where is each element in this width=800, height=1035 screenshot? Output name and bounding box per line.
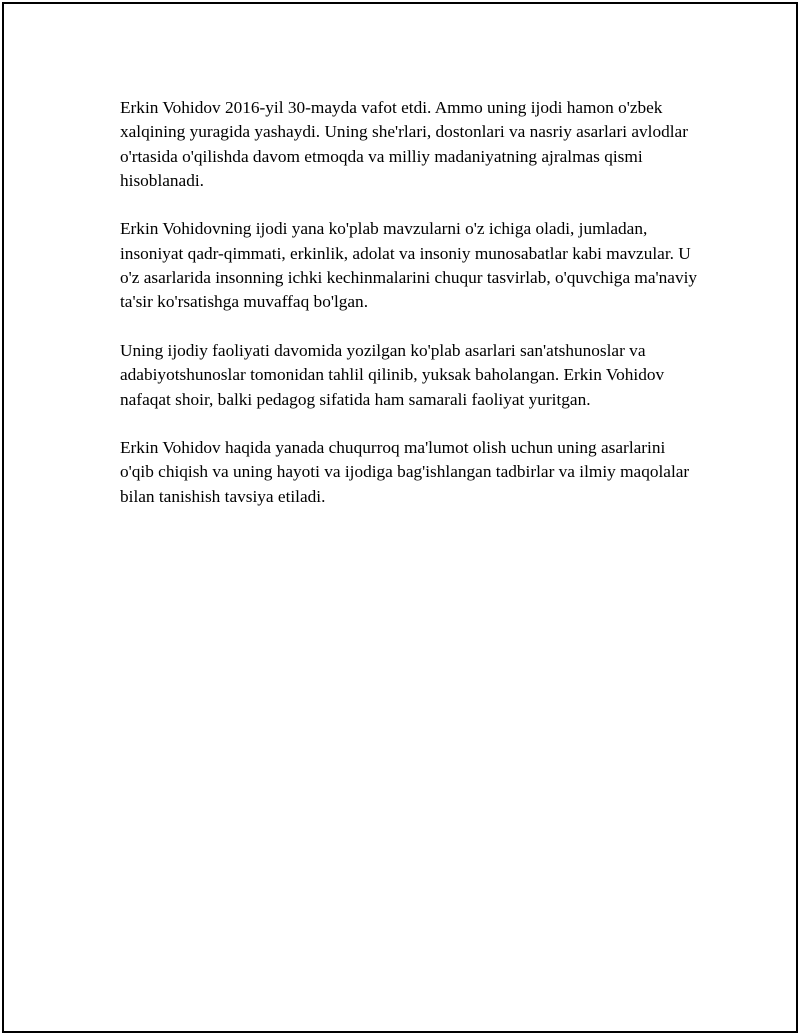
paragraph-1: Erkin Vohidov 2016-yil 30-mayda vafot etdi. Ammo uning ijodi hamon o'zbek xalqining yuragida yashaydi. Uning she'rlari, dostonlari va nasriy asarlari avlodlar o'rtasida o'qilishda davom etmoqda va milliy madaniyatning ajralmas qismi hisoblanadi. (120, 98, 688, 190)
paragraph-3: Uning ijodiy faoliyati davomida yozilgan ko'plab asarlari san'atshunoslar va adabiyotshunoslar tomonidan tahlil qilinib, yuksak baholangan. Erkin Vohidov nafaqat shoir, balki pedagog sifatida ham samarali faoliyat yuritgan. (120, 340, 665, 409)
document-body (120, 96, 700, 533)
page-frame (2, 2, 798, 1033)
paragraph-2: Erkin Vohidovning ijodi yana ko'plab mavzularni o'z ichiga oladi, jumladan, insoniyat qadr-qimmati, erkinlik, adolat va insoniy munosabatlar kabi mavzular. U o'z asarlarida insonning ichki kechinmalarini chuqur tasvirlab, o'quvchiga ma'naviy ta'sir ko'rsatishga muvaffaq bo'lgan. (120, 219, 698, 312)
paragraph-4: Erkin Vohidov haqida yanada chuqurroq ma'lumot olish uchun uning asarlarini o'qib chiqish va uning hayoti va ijodiga bag'ishlangan tadbirlar va ilmiy maqolalar bilan tanishish tavsiya etiladi. (120, 438, 690, 506)
